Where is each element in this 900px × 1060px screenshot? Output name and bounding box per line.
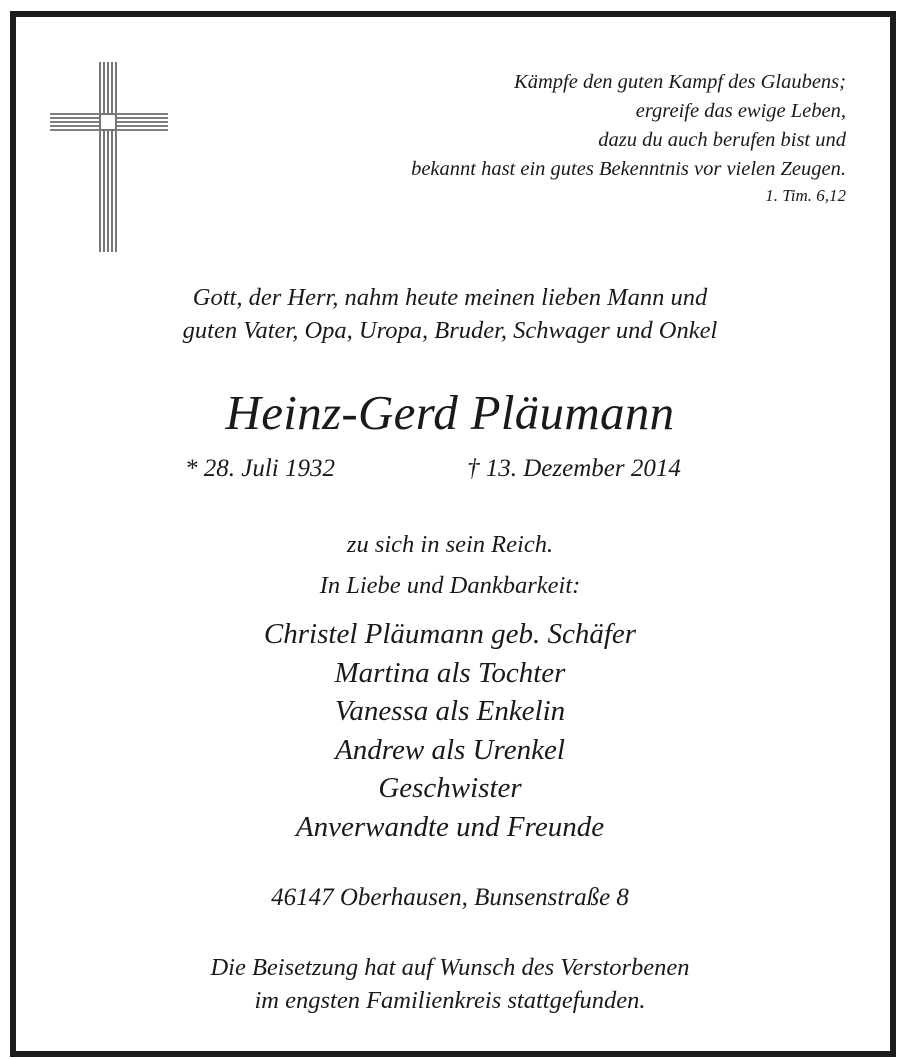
verse-line: dazu du auch berufen bist und — [598, 129, 846, 151]
mourner-item: Vanessa als Enkelin — [334, 695, 566, 727]
mourner-item: Geschwister — [378, 772, 522, 804]
intro-line: guten Vater, Opa, Uropa, Bruder, Schwager und Onkel — [182, 317, 718, 344]
verse-line: Kämpfe den guten Kampf des Glaubens; — [514, 71, 846, 93]
bible-verse — [206, 68, 846, 208]
burial-notice — [40, 951, 860, 1017]
death-date: † 13. Dezember 2014 — [467, 455, 681, 482]
mourner-item: Christel Pläumann geb. Schäfer — [263, 618, 637, 650]
gratitude-line: In Liebe und Dankbarkeit: — [319, 572, 581, 599]
burial-line: im engsten Familienkreis stattgefunden. — [254, 987, 646, 1014]
mourning-address: 46147 Oberhausen, Bunsenstraße 8 — [271, 884, 629, 911]
verse-line: bekannt hast ein gutes Bekenntnis vor vielen Zeugen. — [411, 158, 846, 180]
verse-line: ergreife das ewige Leben, — [635, 100, 846, 122]
mourners-list — [40, 615, 860, 846]
deceased-name: Heinz-Gerd Pläumann — [225, 385, 675, 440]
birth-date: * 28. Juli 1932 — [185, 455, 335, 482]
closing-phrase: zu sich in sein Reich. — [346, 531, 554, 558]
verse-reference: 1. Tim. 6,12 — [765, 186, 846, 205]
mourner-item: Martina als Tochter — [334, 656, 566, 689]
burial-line: Die Beisetzung hat auf Wunsch des Verstorbenen — [210, 954, 690, 981]
announcement-intro — [40, 281, 860, 347]
mourner-item: Andrew als Urenkel — [335, 733, 565, 766]
intro-line: Gott, der Herr, nahm heute meinen lieben Mann und — [192, 284, 708, 311]
mourner-item: Anverwandte und Freunde — [295, 810, 605, 843]
cross-icon — [50, 62, 168, 252]
